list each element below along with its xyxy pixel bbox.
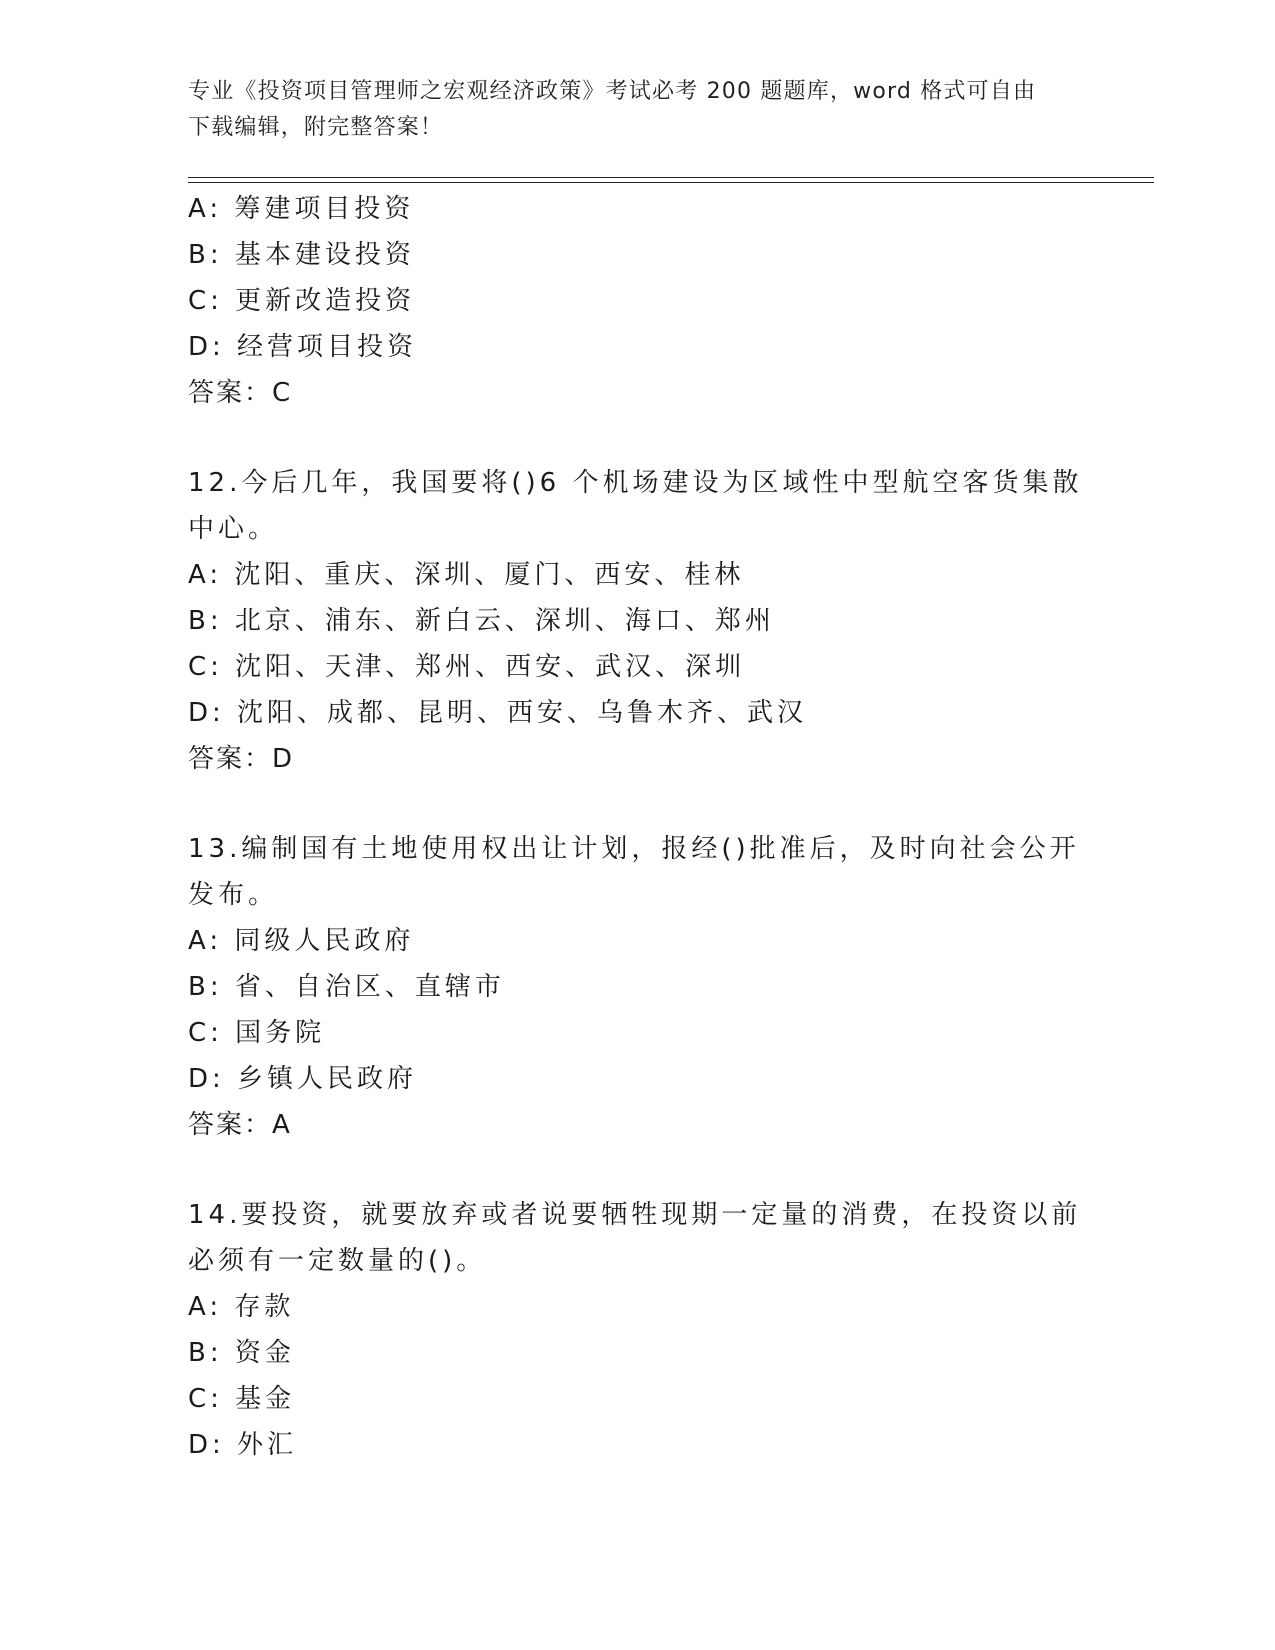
- option-a: A: 存款: [188, 1292, 295, 1322]
- header-title-line-2: 下载编辑，附完整答案！: [188, 115, 444, 140]
- document-header: [188, 74, 1068, 146]
- option-b: B: 北京、浦东、新白云、深圳、海口、郑州: [188, 606, 775, 636]
- question-11: [188, 186, 1088, 416]
- option-b: B: 省、自治区、直辖市: [188, 972, 505, 1002]
- header-rule-bottom: [188, 182, 1154, 183]
- spacer: [188, 416, 1088, 460]
- question-list: [188, 186, 1088, 1468]
- option-d: D: 经营项目投资: [188, 332, 418, 362]
- option-b: B: 基本建设投资: [188, 240, 415, 270]
- question-text: 14.要投资，就要放弃或者说要牺牲现期一定量的消费，在投资以前必须有一定数量的()。: [188, 1200, 1082, 1276]
- spacer: [188, 1148, 1088, 1192]
- answer: 答案：A: [188, 1110, 292, 1140]
- option-c: C: 更新改造投资: [188, 286, 416, 316]
- answer: 答案：D: [188, 744, 295, 774]
- question-12: [188, 460, 1088, 782]
- header-title-line-1: 专业《投资项目管理师之宏观经济政策》考试必考 200 题题库，word 格式可自由: [188, 79, 1037, 104]
- question-text: 13.编制国有土地使用权出让计划，报经()批准后，及时向社会公开发布。: [188, 834, 1080, 910]
- option-c: C: 国务院: [188, 1018, 326, 1048]
- option-c: C: 基金: [188, 1384, 296, 1414]
- option-a: A: 筹建项目投资: [188, 194, 415, 224]
- spacer: [188, 782, 1088, 826]
- option-a: A: 沈阳、重庆、深圳、厦门、西安、桂林: [188, 560, 745, 590]
- option-d: D: 乡镇人民政府: [188, 1064, 418, 1094]
- answer: 答案：C: [188, 378, 293, 408]
- question-13: [188, 826, 1088, 1148]
- question-14: [188, 1192, 1088, 1468]
- option-d: D: 沈阳、成都、昆明、西安、乌鲁木齐、武汉: [188, 698, 808, 728]
- header-rule-top: [188, 177, 1154, 178]
- question-text: 12.今后几年，我国要将()6 个机场建设为区域性中型航空客货集散中心。: [188, 468, 1083, 544]
- option-d: D: 外汇: [188, 1430, 298, 1460]
- option-a: A: 同级人民政府: [188, 926, 415, 956]
- option-c: C: 沈阳、天津、郑州、西安、武汉、深圳: [188, 652, 746, 682]
- option-b: B: 资金: [188, 1338, 295, 1368]
